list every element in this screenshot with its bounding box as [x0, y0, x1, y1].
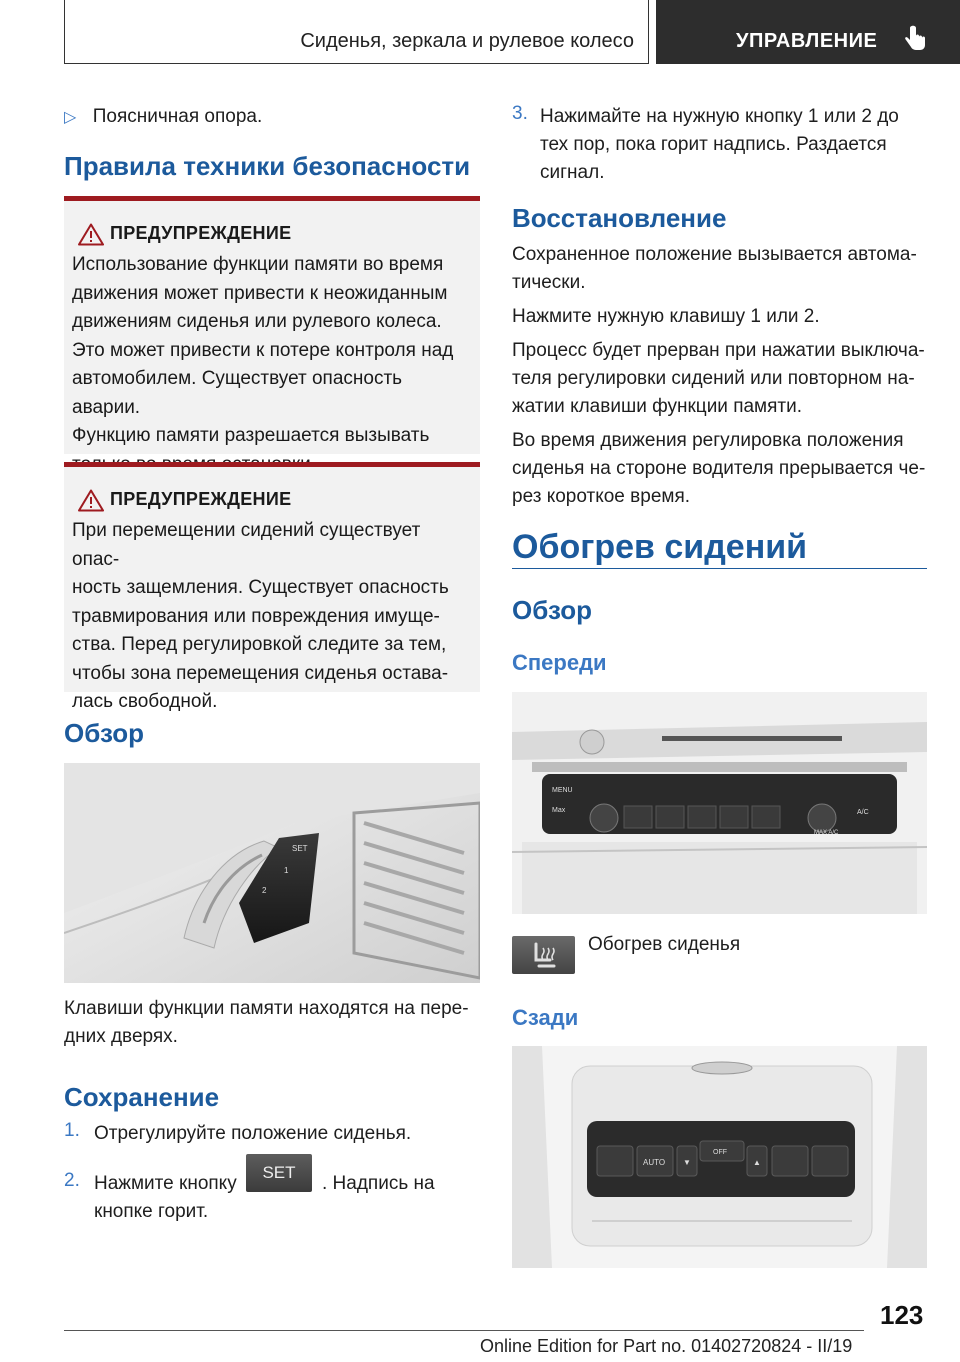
hand-pointer-icon — [900, 24, 928, 52]
warning-title: ПРЕДУПРЕЖДЕНИЕ — [110, 223, 292, 243]
auto-label: AUTO — [643, 1158, 666, 1167]
restore-heading: Восстановление — [512, 203, 727, 233]
save-heading: Сохранение — [64, 1082, 220, 1112]
para-line: теля регулировки сидений или повторном на- — [512, 368, 915, 389]
warning-box-1 — [64, 196, 480, 454]
overview-caption — [64, 995, 469, 1051]
warning-line: Функцию памяти разрешается вызывать — [72, 425, 430, 446]
down-label: ▼ — [683, 1158, 691, 1167]
step-text: Отрегулируйте положение сиденья. — [94, 1123, 412, 1144]
warning-line: При перемещении сидений существует опас- — [72, 520, 421, 570]
para-line: Во время движения регулировка положения — [512, 430, 904, 451]
step-text-line2: кнопке горит. — [94, 1201, 209, 1222]
edition-footer: Online Edition for Part no. 01402720824 - II/19 — [480, 1336, 853, 1356]
overview-heading: Обзор — [64, 718, 144, 748]
set-key-label: SET — [292, 844, 308, 853]
caption-line: дних дверях. — [64, 1026, 178, 1047]
caption-line: Клавиши функции памяти находятся на пере- — [64, 998, 469, 1019]
key-2-label: 2 — [262, 886, 267, 895]
step-3 — [512, 103, 932, 183]
step-text — [540, 103, 899, 187]
key-1-label: 1 — [284, 866, 289, 875]
seat-heating-icon — [512, 936, 575, 974]
up-label: ▲ — [753, 1158, 761, 1167]
warning-line: ность защемления. Существует опасность — [72, 577, 449, 598]
warning-line: чтобы зона перемещения сиденья остава- — [72, 662, 449, 684]
step-text: Нажмите кнопку — [94, 1173, 237, 1194]
door-memory-keys-image — [64, 763, 480, 983]
page-number: 123 — [880, 1300, 924, 1330]
off-label: OFF — [713, 1149, 727, 1156]
seat-heating-heading: Обогрев сидений — [512, 528, 808, 566]
para-line: сиденья на стороне водителя прерывается че- — [512, 458, 926, 479]
step-line: тех пор, пока горит надпись. Раздается — [540, 134, 887, 155]
bullet-text: Поясничная опора. — [92, 106, 263, 127]
section-title: Сиденья, зеркала и рулевое колесо — [300, 30, 634, 52]
triangle-bullet-icon: ▷ — [64, 109, 77, 126]
bullet-item — [64, 103, 262, 131]
rear-console-image — [512, 1046, 927, 1268]
footer-rule — [64, 1330, 864, 1331]
overview-heading-right: Обзор — [512, 595, 592, 625]
step-number: 1. — [64, 1120, 80, 1141]
warning-line: Это может привести к потере контроля над — [72, 339, 454, 361]
warning-title: ПРЕДУПРЕЖДЕНИЕ — [110, 489, 292, 509]
ac-label: A/C — [857, 809, 869, 816]
front-heading: Спереди — [512, 650, 607, 675]
para-line: Процесс будет прерван при нажатии выключа- — [512, 340, 925, 361]
warning-line: движениям сиденья или рулевого колеса. — [72, 311, 442, 332]
heading-rule — [512, 568, 927, 569]
warning-line: лась свободной. — [72, 691, 218, 712]
restore-text — [512, 241, 932, 511]
warning-line: автомобилем. Существует опасность аварии. — [72, 368, 403, 418]
warning-line: травмирования или повреждения имуще- — [72, 605, 440, 627]
step-1 — [64, 1120, 412, 1144]
warning-triangle-icon — [78, 223, 104, 246]
warning-line: ства. Перед регулировкой следите за тем, — [72, 634, 447, 655]
set-button-icon: SET — [246, 1154, 312, 1192]
header-section-box — [64, 0, 649, 64]
step-number: 3. — [512, 103, 528, 124]
max-label: Max — [552, 807, 566, 814]
chapter-title: УПРАВЛЕНИЕ — [736, 30, 878, 52]
header-chapter-box — [656, 0, 960, 64]
max-ac-label: MAX A/C — [814, 830, 839, 836]
warning-body — [72, 251, 472, 479]
safety-heading: Правила техники безопасности — [64, 151, 471, 181]
step-2 — [64, 1163, 484, 1222]
warning-triangle-icon — [78, 489, 104, 512]
para-line: Сохраненное положение вызывается автома- — [512, 244, 917, 265]
para-line: тически. — [512, 272, 586, 293]
step-text-after: . Надпись на — [322, 1173, 435, 1194]
step-line: Нажимайте на нужную кнопку 1 или 2 до — [540, 106, 899, 127]
seat-heating-caption: Обогрев сиденья — [588, 934, 741, 955]
rear-heading: Сзади — [512, 1005, 579, 1030]
warning-body — [72, 517, 472, 717]
para-line: жатии клавиши функции памяти. — [512, 396, 803, 417]
warning-line: Использование функции памяти во время — [72, 254, 444, 275]
para-line: Нажмите нужную клавишу 1 или 2. — [512, 306, 820, 327]
warning-box-2 — [64, 462, 480, 712]
front-console-image — [512, 692, 927, 914]
warning-line: движения может привести к неожиданным — [72, 282, 448, 304]
step-line: сигнал. — [540, 162, 605, 183]
menu-label: MENU — [552, 787, 573, 794]
step-number: 2. — [64, 1170, 80, 1191]
para-line: рез короткое время. — [512, 486, 691, 507]
